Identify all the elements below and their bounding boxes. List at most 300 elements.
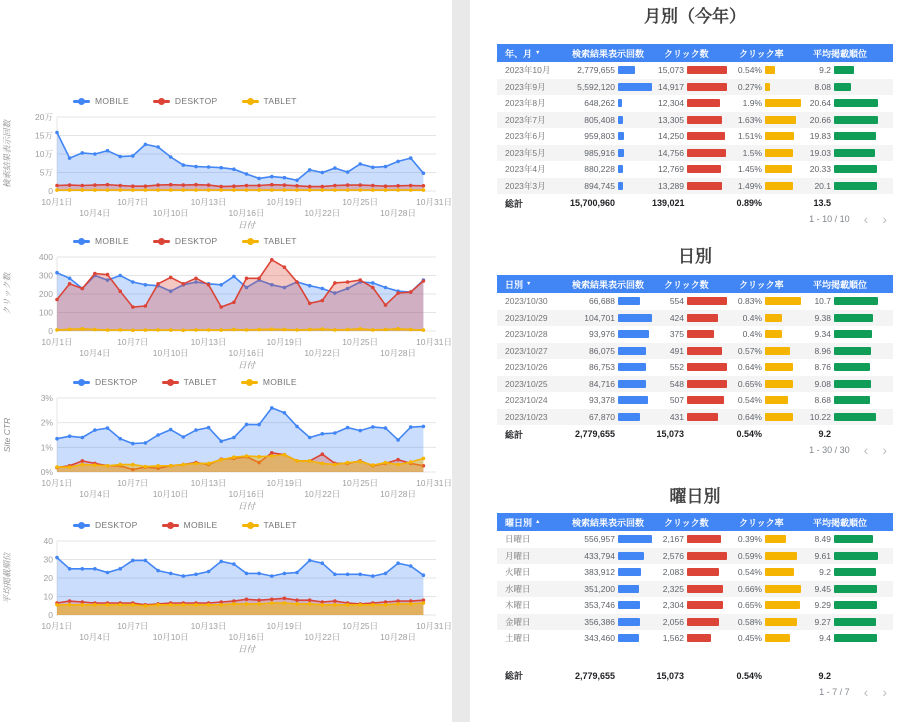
- svg-text:10月19日: 10月19日: [266, 337, 303, 347]
- table-cell: [560, 412, 652, 422]
- cell-value: 383,912: [584, 567, 615, 578]
- column-header-dimension[interactable]: 日別 ▼: [505, 279, 532, 290]
- table-monthly: [497, 6, 893, 227]
- legend-label: DESKTOP: [95, 520, 138, 530]
- table-cell: [801, 551, 893, 561]
- legend-marker-icon: [153, 100, 170, 103]
- svg-text:10万: 10万: [35, 149, 53, 159]
- svg-text:10月7日: 10月7日: [117, 337, 149, 347]
- weekday-table: [497, 513, 893, 685]
- table-daily: [497, 246, 893, 458]
- value-bar: [834, 634, 877, 642]
- cell-value: 0.83%: [737, 296, 762, 307]
- svg-text:10月13日: 10月13日: [190, 337, 227, 347]
- table-cell: [727, 633, 801, 643]
- svg-text:10月13日: 10月13日: [190, 197, 227, 207]
- column-header-impressions[interactable]: 検索結果表示回数: [572, 279, 645, 290]
- tables-page: [470, 0, 911, 722]
- cell-value: 20.64: [809, 98, 831, 109]
- value-bar: [834, 99, 878, 107]
- table-row[interactable]: [497, 178, 893, 195]
- value-bar: [618, 165, 623, 173]
- table-row[interactable]: [497, 564, 893, 581]
- table-row[interactable]: [497, 548, 893, 565]
- table-cell: [727, 346, 801, 356]
- table-row[interactable]: [497, 293, 893, 310]
- chart-avg-position: [0, 519, 452, 657]
- value-bar: [687, 347, 722, 355]
- row-label: 月曜日: [505, 550, 531, 561]
- svg-text:10月16日: 10月16日: [228, 632, 265, 642]
- row-label: 2023年7月: [505, 114, 546, 125]
- svg-text:日付: 日付: [237, 501, 256, 511]
- cell-value: 2,167: [662, 534, 684, 545]
- table-cell: [727, 551, 801, 561]
- legend-marker-icon: [73, 524, 90, 527]
- cell-value: 9.2: [819, 65, 831, 76]
- table-cell: [801, 82, 893, 92]
- cell-value: 507: [669, 395, 684, 406]
- value-bar: [765, 535, 786, 543]
- table-cell: [727, 65, 801, 75]
- cell-value: 2,325: [662, 583, 684, 594]
- cell-value: 12,769: [658, 164, 684, 175]
- table-row[interactable]: [497, 326, 893, 343]
- cell-value: 20.1: [814, 180, 831, 191]
- table-row[interactable]: [497, 376, 893, 393]
- chart-legend: [0, 376, 452, 388]
- svg-text:平均掲載順位: 平均掲載順位: [2, 552, 12, 604]
- table-title-monthly: 月別（今年）: [644, 7, 746, 26]
- table-cell: [801, 181, 893, 191]
- table-row[interactable]: [497, 112, 893, 129]
- cell-value: 0.59%: [737, 550, 762, 561]
- table-cell: [560, 346, 652, 356]
- chart-plot-impressions[interactable]: [0, 109, 452, 233]
- table-cell: [560, 329, 652, 339]
- row-label: 2023/10/29: [505, 312, 548, 323]
- table-cell: [801, 362, 893, 372]
- cell-value: 20.33: [809, 164, 831, 175]
- value-bar: [834, 314, 873, 322]
- table-cell: [560, 362, 652, 372]
- cell-value: 424: [669, 312, 684, 323]
- cell-value: 0.39%: [737, 534, 762, 545]
- table-cell: [652, 313, 727, 323]
- value-bar: [687, 182, 722, 190]
- table-cell: [801, 395, 893, 405]
- value-bar: [618, 116, 623, 124]
- value-bar: [834, 116, 878, 124]
- table-row[interactable]: [497, 79, 893, 96]
- legend-label: TABLET: [263, 96, 297, 106]
- cell-value: 1.45%: [737, 164, 762, 175]
- total-cell: 0.89%: [736, 198, 762, 208]
- svg-text:Site CTR: Site CTR: [2, 417, 12, 453]
- value-bar: [765, 380, 793, 388]
- total-cell: 0.54%: [736, 670, 762, 681]
- pagination: [497, 442, 893, 458]
- svg-text:10月31日: 10月31日: [416, 337, 452, 347]
- table-cell: [560, 567, 652, 577]
- table-row[interactable]: [497, 310, 893, 327]
- cell-value: 431: [669, 411, 684, 422]
- table-title-weekday: 曜日別: [669, 487, 721, 506]
- column-header-impressions[interactable]: 検索結果表示回数: [572, 517, 645, 528]
- column-header-position[interactable]: 平均掲載順位: [813, 517, 868, 528]
- svg-text:10月4日: 10月4日: [79, 632, 111, 642]
- table-cell: [801, 115, 893, 125]
- svg-text:10月1日: 10月1日: [41, 197, 73, 207]
- pagination-range: 1 - 30 / 30: [809, 445, 850, 455]
- row-label: 2023/10/24: [505, 395, 548, 406]
- legend-label: TABLET: [263, 236, 297, 246]
- legend-item-mobile: [241, 377, 297, 387]
- pagination-range: 1 - 10 / 10: [809, 214, 850, 224]
- table-cell: [652, 181, 727, 191]
- svg-text:10月31日: 10月31日: [416, 197, 452, 207]
- cell-value: 554: [669, 296, 684, 307]
- row-label: 土曜日: [505, 633, 531, 644]
- value-bar: [687, 396, 724, 404]
- legend-item-desktop: [153, 96, 218, 106]
- table-cell: [727, 600, 801, 610]
- cell-value: 2,576: [662, 550, 684, 561]
- cell-value: 93,378: [589, 395, 615, 406]
- table-cell: [801, 98, 893, 108]
- total-cell: 9.2: [818, 429, 831, 439]
- value-bar: [765, 83, 770, 91]
- table-row[interactable]: [497, 343, 893, 360]
- legend-item-mobile: [73, 236, 129, 246]
- cell-value: 20.66: [809, 114, 831, 125]
- value-bar: [687, 314, 718, 322]
- table-cell: [560, 313, 652, 323]
- value-bar: [765, 396, 788, 404]
- table-cell: [652, 600, 727, 610]
- legend-item-tablet: [162, 377, 217, 387]
- cell-value: 985,916: [584, 147, 615, 158]
- chevron-right-icon[interactable]: ›: [882, 442, 887, 458]
- table-cell: [801, 633, 893, 643]
- value-bar: [765, 165, 792, 173]
- table-cell: [801, 412, 893, 422]
- column-header-position[interactable]: 平均掲載順位: [813, 48, 868, 59]
- value-bar: [687, 66, 727, 74]
- value-bar: [618, 552, 644, 560]
- table-cell: [727, 379, 801, 389]
- cell-value: 0.64%: [737, 411, 762, 422]
- legend-marker-icon: [242, 524, 259, 527]
- table-cell: [560, 148, 652, 158]
- table-row[interactable]: [497, 597, 893, 614]
- cell-value: 805,408: [584, 114, 615, 125]
- row-label: 2023年9月: [505, 81, 546, 92]
- svg-text:10月4日: 10月4日: [79, 208, 111, 218]
- legend-label: DESKTOP: [174, 236, 218, 246]
- table-cell: [560, 181, 652, 191]
- cell-value: 0.27%: [737, 81, 762, 92]
- value-bar: [834, 413, 876, 421]
- column-header-ctr[interactable]: クリック率: [739, 48, 784, 59]
- chevron-right-icon[interactable]: ›: [882, 211, 887, 227]
- legend-item-tablet: [242, 520, 297, 530]
- chevron-left-icon[interactable]: ‹: [863, 442, 869, 458]
- column-header-clicks[interactable]: クリック数: [664, 517, 709, 528]
- table-cell: [560, 633, 652, 643]
- table-cell: [652, 329, 727, 339]
- cell-value: 0.54%: [737, 395, 762, 406]
- table-cell: [652, 346, 727, 356]
- column-header-dimension[interactable]: 曜日別 ▲: [505, 517, 541, 528]
- svg-text:10月22日: 10月22日: [304, 632, 341, 642]
- value-bar: [618, 99, 622, 107]
- svg-text:10月25日: 10月25日: [342, 337, 379, 347]
- value-bar: [765, 585, 801, 593]
- table-row[interactable]: [497, 359, 893, 376]
- cell-value: 1.9%: [742, 98, 762, 109]
- total-cell: 9.2: [818, 670, 831, 681]
- legend-marker-icon: [241, 381, 258, 384]
- value-bar: [834, 585, 877, 593]
- svg-text:2%: 2%: [40, 417, 53, 428]
- table-cell: [727, 148, 801, 158]
- value-bar: [834, 552, 878, 560]
- cell-value: 66,688: [589, 296, 615, 307]
- table-cell: [560, 584, 652, 594]
- row-label: 日曜日: [505, 534, 531, 545]
- svg-text:5万: 5万: [39, 167, 53, 178]
- value-bar: [687, 132, 725, 140]
- svg-text:10月1日: 10月1日: [41, 337, 73, 347]
- table-row[interactable]: [497, 145, 893, 162]
- chevron-left-icon[interactable]: ‹: [863, 211, 869, 227]
- chart-clicks: [0, 235, 452, 373]
- cell-value: 8.08: [814, 81, 831, 92]
- column-header-dimension[interactable]: 年、月 ▼: [505, 48, 541, 59]
- svg-text:10月16日: 10月16日: [228, 348, 265, 358]
- column-header-clicks[interactable]: クリック数: [664, 48, 709, 59]
- total-cell: 2,779,655: [574, 670, 615, 681]
- table-cell: [652, 617, 727, 627]
- table-cell: [801, 600, 893, 610]
- value-bar: [687, 83, 727, 91]
- page-gutter: [452, 0, 470, 722]
- value-bar: [687, 165, 721, 173]
- svg-text:10月4日: 10月4日: [79, 489, 111, 499]
- table-row[interactable]: [497, 409, 893, 426]
- column-header-ctr[interactable]: クリック率: [739, 517, 784, 528]
- value-bar: [687, 535, 721, 543]
- cell-value: 0.65%: [737, 600, 762, 611]
- table-cell: [652, 65, 727, 75]
- cell-value: 0.45%: [737, 633, 762, 644]
- chevron-left-icon[interactable]: ‹: [863, 683, 869, 700]
- table-cell: [727, 567, 801, 577]
- cell-value: 552: [669, 362, 684, 373]
- svg-text:日付: 日付: [237, 220, 256, 230]
- svg-text:10月1日: 10月1日: [41, 621, 73, 631]
- column-header-clicks[interactable]: クリック数: [664, 279, 709, 290]
- table-header-row: [497, 275, 893, 293]
- table-cell: [652, 115, 727, 125]
- svg-text:400: 400: [38, 252, 53, 262]
- cell-value: 548: [669, 378, 684, 389]
- cell-value: 1.49%: [737, 180, 762, 191]
- cell-value: 14,917: [658, 81, 684, 92]
- table-row[interactable]: [497, 62, 893, 79]
- cell-value: 14,250: [658, 131, 684, 142]
- legend-label: DESKTOP: [174, 96, 218, 106]
- value-bar: [765, 116, 796, 124]
- table-cell: [652, 534, 727, 544]
- value-bar: [618, 347, 646, 355]
- value-bar: [765, 552, 797, 560]
- value-bar: [834, 132, 876, 140]
- value-bar: [834, 618, 876, 626]
- svg-text:10月19日: 10月19日: [266, 197, 303, 207]
- table-weekday: [497, 486, 893, 700]
- svg-text:10月10日: 10月10日: [152, 632, 189, 642]
- table-cell: [560, 296, 652, 306]
- pagination: [497, 683, 893, 700]
- legend-item-desktop: [73, 377, 138, 387]
- value-bar: [834, 347, 871, 355]
- value-bar: [765, 601, 800, 609]
- sort-arrow-icon: ▼: [526, 281, 532, 287]
- legend-label: MOBILE: [95, 96, 129, 106]
- cell-value: 13,289: [658, 180, 684, 191]
- svg-text:300: 300: [38, 270, 53, 281]
- row-label: 2023年6月: [505, 131, 546, 142]
- table-cell: [727, 181, 801, 191]
- table-row[interactable]: [497, 614, 893, 631]
- svg-text:日付: 日付: [237, 360, 256, 370]
- svg-text:20: 20: [43, 573, 53, 583]
- value-bar: [618, 618, 640, 626]
- cell-value: 19.83: [809, 131, 831, 142]
- table-cell: [801, 379, 893, 389]
- cell-value: 8.68: [814, 395, 831, 406]
- cell-value: 375: [669, 329, 684, 340]
- cell-value: 19.03: [809, 147, 831, 158]
- cell-value: 0.64%: [737, 362, 762, 373]
- table-row[interactable]: [497, 531, 893, 548]
- cell-value: 9.27: [814, 616, 831, 627]
- column-header-position[interactable]: 平均掲載順位: [813, 279, 868, 290]
- chart-plot-avg-position[interactable]: [0, 533, 452, 657]
- value-bar: [834, 380, 871, 388]
- value-bar: [687, 568, 719, 576]
- value-bar: [834, 149, 875, 157]
- svg-text:10月28日: 10月28日: [380, 348, 417, 358]
- table-cell: [801, 164, 893, 174]
- chevron-right-icon[interactable]: ›: [882, 683, 887, 700]
- cell-value: 1.51%: [737, 131, 762, 142]
- value-bar: [765, 314, 782, 322]
- table-row[interactable]: [497, 581, 893, 598]
- cell-value: 67,870: [589, 411, 615, 422]
- legend-label: MOBILE: [183, 520, 218, 530]
- cell-value: 491: [669, 345, 684, 356]
- table-cell: [652, 296, 727, 306]
- table-row[interactable]: [497, 630, 893, 647]
- svg-text:10月10日: 10月10日: [152, 208, 189, 218]
- row-label: 2023/10/30: [505, 296, 548, 307]
- cell-value: 0.66%: [737, 583, 762, 594]
- cell-value: 13,305: [658, 114, 684, 125]
- legend-label: TABLET: [183, 377, 217, 387]
- legend-item-desktop: [153, 236, 218, 246]
- svg-text:日付: 日付: [237, 644, 256, 654]
- svg-text:10月28日: 10月28日: [380, 489, 417, 499]
- row-label: 2023/10/28: [505, 329, 548, 340]
- cell-value: 2,304: [662, 600, 684, 611]
- table-cell: [727, 395, 801, 405]
- value-bar: [687, 363, 727, 371]
- table-row[interactable]: [497, 392, 893, 409]
- table-cell: [727, 412, 801, 422]
- column-header-impressions[interactable]: 検索結果表示回数: [572, 48, 645, 59]
- value-bar: [765, 182, 793, 190]
- chart-plot-site-ctr[interactable]: [0, 390, 452, 514]
- table-cell: [652, 82, 727, 92]
- value-bar: [834, 330, 872, 338]
- value-bar: [618, 297, 640, 305]
- table-cell: [727, 98, 801, 108]
- value-bar: [687, 585, 723, 593]
- legend-item-mobile: [162, 520, 218, 530]
- table-cell: [652, 551, 727, 561]
- svg-text:10月28日: 10月28日: [380, 208, 417, 218]
- total-cell: 139,021: [652, 198, 685, 208]
- total-cell: 15,073: [656, 670, 684, 681]
- table-cell: [801, 584, 893, 594]
- table-cell: [560, 600, 652, 610]
- table-row[interactable]: [497, 95, 893, 112]
- table-row[interactable]: [497, 128, 893, 145]
- cell-value: 10.22: [809, 411, 831, 422]
- total-label: 総計: [505, 429, 524, 440]
- total-label: 総計: [505, 671, 524, 681]
- cell-value: 9.08: [814, 378, 831, 389]
- chart-plot-clicks[interactable]: [0, 249, 452, 373]
- table-cell: [560, 115, 652, 125]
- legend-item-tablet: [242, 96, 297, 106]
- table-cell: [801, 296, 893, 306]
- table-row[interactable]: [497, 161, 893, 178]
- value-bar: [618, 149, 624, 157]
- row-label: 2023/10/25: [505, 378, 548, 389]
- row-label: 2023年3月: [505, 180, 546, 191]
- cell-value: 84,716: [589, 378, 615, 389]
- cell-value: 1,562: [662, 633, 684, 644]
- svg-text:10月7日: 10月7日: [117, 621, 149, 631]
- table-cell: [727, 115, 801, 125]
- table-cell: [727, 362, 801, 372]
- value-bar: [618, 634, 639, 642]
- svg-text:10月22日: 10月22日: [304, 208, 341, 218]
- value-bar: [618, 396, 648, 404]
- svg-text:100: 100: [38, 307, 53, 318]
- table-cell: [652, 98, 727, 108]
- table-cell: [727, 534, 801, 544]
- svg-text:10月7日: 10月7日: [117, 478, 149, 488]
- cell-value: 86,075: [589, 345, 615, 356]
- column-header-ctr[interactable]: クリック率: [739, 279, 784, 290]
- table-cell: [560, 551, 652, 561]
- cell-value: 433,794: [584, 550, 615, 561]
